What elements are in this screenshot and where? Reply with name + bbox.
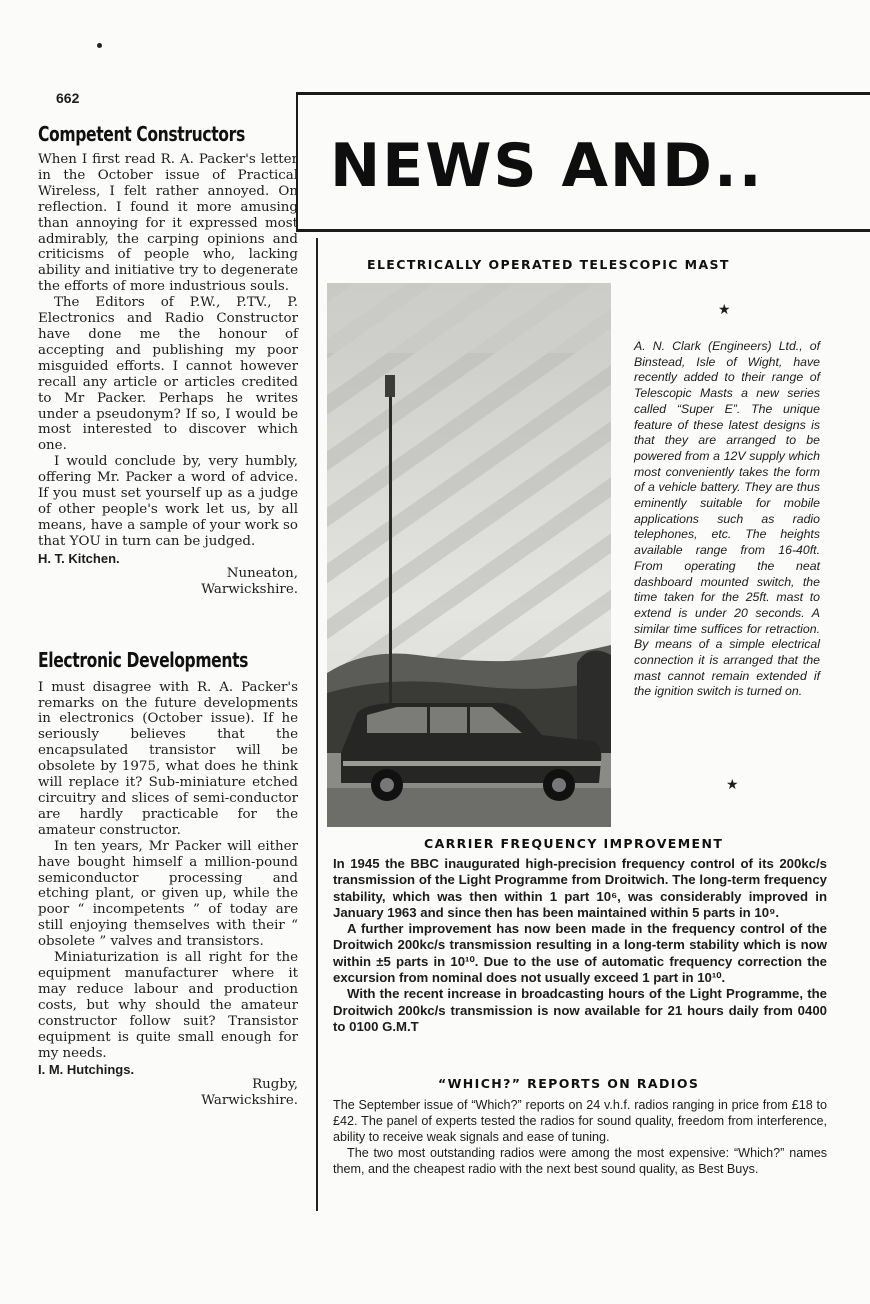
section-heading-carrier-frequency: CARRIER FREQUENCY IMPROVEMENT [424,836,724,851]
letter-heading-electronic-developments: Electronic Developments [38,647,249,672]
star-ornament: ★ [718,302,731,318]
article-paragraph: A further improvement has now been made in the frequency control of the Droitwich 200kc/s transmission resulting in a long-term stability which is now within ±5 parts in 10¹⁰. Due to the use of automatic frequency correction the excursion from nominal does not usually exceed 1 part in 10¹⁰. [333,921,827,986]
telescopic-mast-photo [327,283,611,827]
letter-signature: I. M. Hutchings. [38,1062,135,1078]
letter-paragraph: The Editors of P.W., P.TV., P. Electronics and Radio Constructor have done me the honour of accepting and publishing my poor misguided efforts. I cannot however recall any article or articles credited to Mr Packer. Perhaps he writes under a pseudonym? If so, I would be most interested to discover which one. [38,295,298,454]
letter-paragraph: I would conclude by, very humbly, offering Mr. Packer a word of advice. If you must set yourself up as a judge of other people's work let us, by all means, have a sample of your work so that YOU in turn can be judged. [38,454,298,549]
banner-title: NEWS AND.. [330,131,764,201]
article-paragraph: The two most outstanding radios were among the most expensive: “Which?” names them, and the cheapest radio with the next best sound quality, as Best Buys. [333,1145,827,1176]
article-paragraph: With the recent increase in broadcasting hours of the Light Programme, the Droitwich 200kc/s transmission is now available for 21 hours daily from 0400 to 0100 G.M.T [333,986,827,1034]
letter-location-county: Warwickshire. [201,581,298,597]
mast-caption: A. N. Clark (Engineers) Ltd., of Binstead, Isle of Wight, have recently added to their range of Telescopic Masts a new series called “Super E”. The unique feature of these latest designs is that they are arranged to be powered from a 12V supply which most conveniently takes the form of a vehicle battery. They are thus eminently suitable for mobile applications such as radio telephones, etc. The heights available range from 16-40ft. From operating the neat dashboard mounted switch, the time taken for the 25ft. mast to extend is under 20 seconds. A similar time suffices for retraction. By means of a simple electrical connection it is arranged that the mast cannot remain extended if the ignition switch is turned on. [634,339,820,699]
letter-location-town: Nuneaton, [226,565,298,581]
letter-heading-competent-constructors: Competent Constructors [38,122,245,146]
letter-location-county: Warwickshire. [201,1093,298,1109]
letter-body-1 [38,152,298,550]
section-heading-which-reports: “WHICH?” REPORTS ON RADIOS [438,1076,700,1091]
letter-paragraph: I must disagree with R. A. Packer's remarks on the future developments in electronics (October issue). If he seriously believes that the encapsulated transistor will be obsolete by 1975, what does he think will replace it? Sub-miniature etched circuitry and slices of semi-conductor are hardly practicable for the amateur constructor. [38,679,298,838]
letter-paragraph: Miniaturization is all right for the equipment manufacturer where it may reduce labour and production costs, but why should the amateur constructor follow suit? Transistor equipment is quite small enough for my needs. [38,950,298,1061]
letter-paragraph: When I first read R. A. Packer's letter in the October issue of Practical Wireless, I felt rather annoyed. On reflection. I found it more amusing than annoying for it expressed most admirably, the carping opinions and criticisms of people who, lacking ability and initiative try to degenerate the efforts of more industrious souls. [38,152,298,295]
carrier-frequency-article [333,856,827,1035]
column-divider [316,238,318,1211]
article-paragraph: In 1945 the BBC inaugurated high-precision frequency control of its 200kc/s transmission of the Light Programme from Droitwich. The long-term frequency stability, which was then within 1 part 10⁶, was considerably improved in January 1963 and since then has been maintained within 5 parts in 10⁹. [333,856,827,920]
star-ornament: ★ [726,777,739,793]
letter-body-2 [38,680,298,1062]
news-banner [296,92,870,232]
article-paragraph: The September issue of “Which?” reports on 24 v.h.f. radios ranging in price from £18 to £42. The panel of experts tested the radios for sound quality, freedom from interference, ability to receive weak signals and ease of tuning. [333,1098,827,1144]
print-speck [97,43,102,48]
letters-column [38,122,298,1109]
letter-signature: H. T. Kitchen. [38,550,120,566]
letter-paragraph: In ten years, Mr Packer will either have bought himself a million-pound semiconductor processing and etching plant, or given up, while the poor “ incompetents ” of today are still enjoying themselves with their “ obsolete ” valves and transistors. [38,838,298,950]
section-heading-telescopic-mast: ELECTRICALLY OPERATED TELESCOPIC MAST [367,257,730,272]
which-reports-article [333,1098,827,1178]
letter-location-town: Rugby, [252,1077,298,1093]
page-number: 662 [56,90,80,106]
